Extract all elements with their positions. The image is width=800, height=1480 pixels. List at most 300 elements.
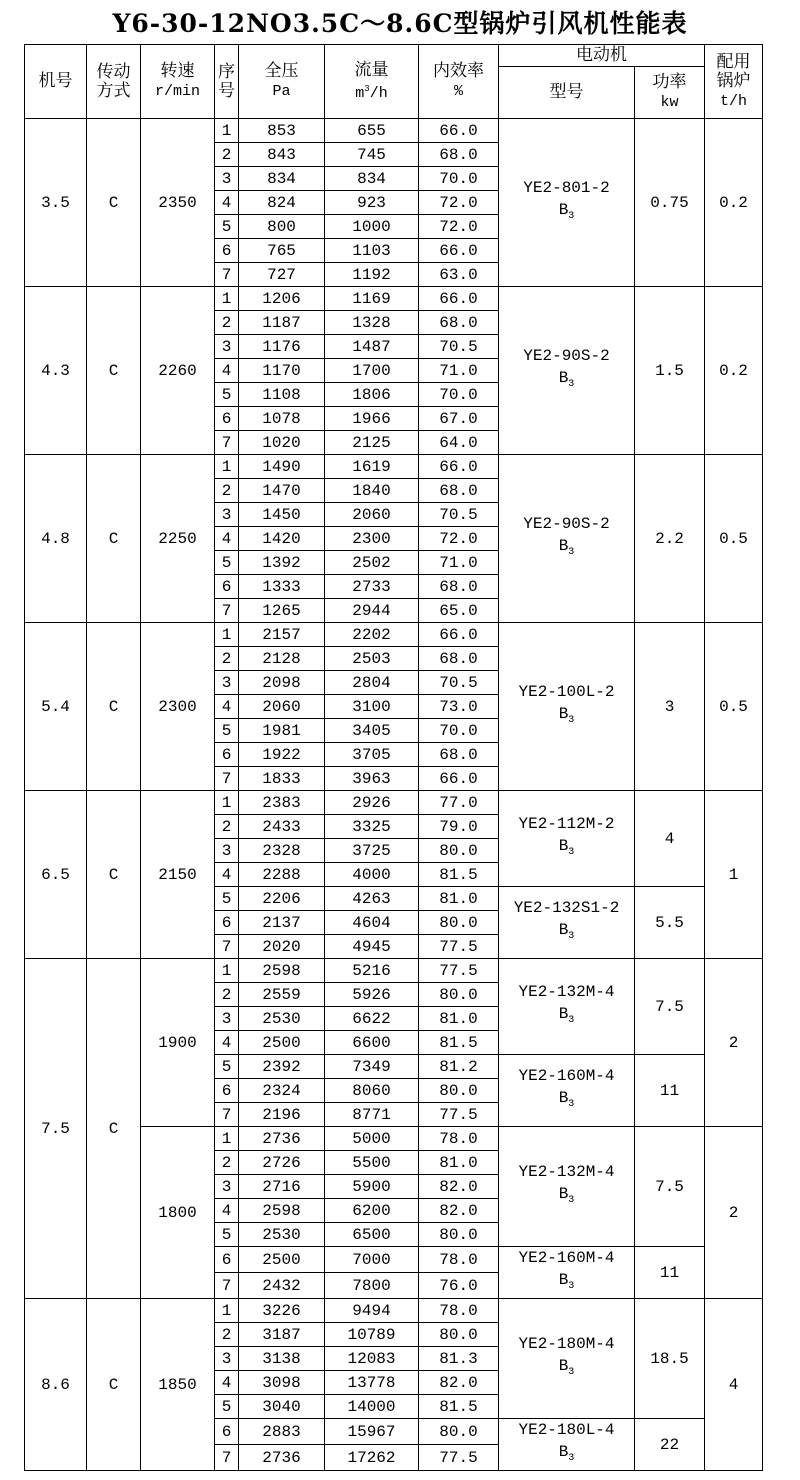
flow-cell: 2060: [325, 503, 419, 527]
motor-model-text: YE2-90S-2: [523, 514, 610, 533]
flow-cell: 1966: [325, 407, 419, 431]
pressure-cell: 2500: [239, 1247, 325, 1273]
efficiency-cell: 68.0: [419, 743, 499, 767]
flow-cell: 4000: [325, 863, 419, 887]
flow-cell: 2733: [325, 575, 419, 599]
flow-cell: 1328: [325, 311, 419, 335]
pressure-cell: 853: [239, 119, 325, 143]
pressure-cell: 2530: [239, 1223, 325, 1247]
motor-model-text: YE2-132M-4: [518, 982, 615, 1001]
speed-cell: 2150: [141, 791, 215, 959]
flow-cell: 3705: [325, 743, 419, 767]
seq-cell: 7: [215, 263, 239, 287]
motor-base-text: $B_3$: [558, 368, 575, 391]
seq-cell: 6: [215, 407, 239, 431]
flow-cell: 3725: [325, 839, 419, 863]
seq-cell: 6: [215, 1079, 239, 1103]
flow-cell: 834: [325, 167, 419, 191]
seq-cell: 5: [215, 383, 239, 407]
machine-no-cell: 4.8: [25, 455, 87, 623]
seq-cell: 2: [215, 983, 239, 1007]
motor-model-text: YE2-801-2: [523, 178, 610, 197]
header-efficiency: 内效率 %: [419, 45, 499, 119]
flow-cell: 2503: [325, 647, 419, 671]
motor-base-text: $B_3$: [558, 1271, 575, 1293]
motor-base-text: $B_3$: [558, 1004, 575, 1027]
header-flow: 流量 $m^3/h$: [325, 45, 419, 119]
pressure-cell: 2060: [239, 695, 325, 719]
efficiency-cell: 78.0: [419, 1127, 499, 1151]
flow-cell: 5926: [325, 983, 419, 1007]
flow-cell: 5500: [325, 1151, 419, 1175]
pressure-cell: 1108: [239, 383, 325, 407]
efficiency-cell: 77.5: [419, 935, 499, 959]
flow-cell: 1700: [325, 359, 419, 383]
efficiency-cell: 66.0: [419, 455, 499, 479]
drive-cell: C: [87, 287, 141, 455]
motor-model-cell: [499, 455, 635, 623]
pressure-cell: 2020: [239, 935, 325, 959]
pressure-cell: 765: [239, 239, 325, 263]
power-cell: 5.5: [635, 887, 705, 959]
flow-cell: 4604: [325, 911, 419, 935]
pressure-cell: 2433: [239, 815, 325, 839]
boiler-cell: 4: [705, 1299, 763, 1471]
flow-cell: 17262: [325, 1445, 419, 1471]
flow-cell: 6500: [325, 1223, 419, 1247]
seq-cell: 1: [215, 119, 239, 143]
efficiency-cell: 80.0: [419, 839, 499, 863]
header-machine-no: 机号: [25, 45, 87, 119]
flow-cell: 1103: [325, 239, 419, 263]
machine-no-cell: 5.4: [25, 623, 87, 791]
pressure-cell: 824: [239, 191, 325, 215]
motor-base-text: $B_3$: [558, 1184, 575, 1207]
seq-cell: 7: [215, 431, 239, 455]
pressure-cell: 3138: [239, 1347, 325, 1371]
seq-cell: 1: [215, 287, 239, 311]
flow-cell: 4263: [325, 887, 419, 911]
machine-no-cell: 3.5: [25, 119, 87, 287]
flow-cell: 14000: [325, 1395, 419, 1419]
power-cell: 11: [635, 1055, 705, 1127]
power-cell: 1.5: [635, 287, 705, 455]
pressure-cell: 1265: [239, 599, 325, 623]
table-row: [25, 287, 763, 311]
efficiency-cell: 70.5: [419, 671, 499, 695]
motor-model-text: YE2-180L-4: [518, 1421, 615, 1440]
flow-cell: 1000: [325, 215, 419, 239]
efficiency-cell: 68.0: [419, 479, 499, 503]
header-boiler: 配用 锅炉 t/h: [705, 45, 763, 119]
pressure-cell: 1392: [239, 551, 325, 575]
efficiency-cell: 78.0: [419, 1299, 499, 1323]
pressure-cell: 3098: [239, 1371, 325, 1395]
seq-cell: 7: [215, 1445, 239, 1471]
pressure-cell: 2196: [239, 1103, 325, 1127]
flow-cell: 2944: [325, 599, 419, 623]
boiler-cell: 0.2: [705, 119, 763, 287]
speed-cell: 1900: [141, 959, 215, 1127]
efficiency-cell: 78.0: [419, 1247, 499, 1273]
pressure-cell: 2716: [239, 1175, 325, 1199]
machine-no-cell: 8.6: [25, 1299, 87, 1471]
pressure-cell: 1020: [239, 431, 325, 455]
header-motor-group: 电动机: [499, 45, 705, 67]
pressure-cell: 1170: [239, 359, 325, 383]
flow-cell: 2804: [325, 671, 419, 695]
flow-cell: 12083: [325, 1347, 419, 1371]
flow-cell: 5900: [325, 1175, 419, 1199]
table-header: [25, 45, 763, 119]
flow-cell: 13778: [325, 1371, 419, 1395]
efficiency-cell: 80.0: [419, 1419, 499, 1445]
seq-cell: 1: [215, 1127, 239, 1151]
pressure-cell: 834: [239, 167, 325, 191]
flow-cell: 6622: [325, 1007, 419, 1031]
efficiency-cell: 82.0: [419, 1199, 499, 1223]
table-row: [25, 959, 763, 983]
motor-base-text: $B_3$: [558, 920, 575, 943]
motor-model-cell: [499, 287, 635, 455]
pressure-cell: 2098: [239, 671, 325, 695]
flow-cell: 2926: [325, 791, 419, 815]
efficiency-cell: 66.0: [419, 119, 499, 143]
flow-cell: 10789: [325, 1323, 419, 1347]
drive-cell: C: [87, 959, 141, 1299]
speed-cell: 2300: [141, 623, 215, 791]
header-drive: 传动 方式: [87, 45, 141, 119]
flow-cell: 1619: [325, 455, 419, 479]
pressure-cell: 2500: [239, 1031, 325, 1055]
pressure-cell: 2736: [239, 1445, 325, 1471]
flow-cell: 1840: [325, 479, 419, 503]
power-cell: 3: [635, 623, 705, 791]
pressure-cell: 1078: [239, 407, 325, 431]
flow-cell: 2125: [325, 431, 419, 455]
seq-cell: 4: [215, 863, 239, 887]
table-body: [25, 119, 763, 1471]
power-cell: 2.2: [635, 455, 705, 623]
flow-cell: 5216: [325, 959, 419, 983]
seq-cell: 5: [215, 551, 239, 575]
efficiency-cell: 82.0: [419, 1175, 499, 1199]
pressure-cell: 2598: [239, 959, 325, 983]
efficiency-cell: 77.0: [419, 791, 499, 815]
seq-cell: 5: [215, 719, 239, 743]
seq-cell: 1: [215, 959, 239, 983]
seq-cell: 6: [215, 575, 239, 599]
pressure-cell: 2383: [239, 791, 325, 815]
efficiency-cell: 81.5: [419, 863, 499, 887]
seq-cell: 6: [215, 743, 239, 767]
flow-cell: 15967: [325, 1419, 419, 1445]
flow-cell: 7800: [325, 1273, 419, 1299]
page-title: Y6-30-12NO3.5C～8.6C型锅炉引风机性能表: [112, 9, 688, 38]
speed-cell: 2250: [141, 455, 215, 623]
efficiency-cell: 81.2: [419, 1055, 499, 1079]
efficiency-cell: 72.0: [419, 215, 499, 239]
seq-cell: 6: [215, 911, 239, 935]
header-speed: 转速 r/min: [141, 45, 215, 119]
flow-cell: 3100: [325, 695, 419, 719]
seq-cell: 6: [215, 239, 239, 263]
pressure-cell: 1206: [239, 287, 325, 311]
pressure-cell: 2206: [239, 887, 325, 911]
pressure-cell: 2530: [239, 1007, 325, 1031]
efficiency-cell: 68.0: [419, 311, 499, 335]
performance-table: [24, 44, 763, 1471]
motor-model-cell: [499, 119, 635, 287]
efficiency-cell: 77.5: [419, 1103, 499, 1127]
flow-cell: 8060: [325, 1079, 419, 1103]
efficiency-cell: 71.0: [419, 359, 499, 383]
efficiency-cell: 64.0: [419, 431, 499, 455]
motor-model-text: YE2-132M-4: [518, 1162, 615, 1181]
pressure-cell: 1420: [239, 527, 325, 551]
efficiency-cell: 68.0: [419, 647, 499, 671]
flow-cell: 5000: [325, 1127, 419, 1151]
seq-cell: 4: [215, 359, 239, 383]
pressure-cell: 2328: [239, 839, 325, 863]
efficiency-cell: 77.5: [419, 1445, 499, 1471]
flow-cell: 923: [325, 191, 419, 215]
power-cell: 7.5: [635, 959, 705, 1055]
efficiency-cell: 80.0: [419, 983, 499, 1007]
pressure-cell: 2324: [239, 1079, 325, 1103]
seq-cell: 3: [215, 1007, 239, 1031]
flow-cell: 1806: [325, 383, 419, 407]
efficiency-cell: 81.0: [419, 887, 499, 911]
motor-model-text: YE2-132S1-2: [513, 898, 620, 917]
seq-cell: 3: [215, 335, 239, 359]
seq-cell: 2: [215, 815, 239, 839]
pressure-cell: 843: [239, 143, 325, 167]
pressure-cell: 1470: [239, 479, 325, 503]
seq-cell: 5: [215, 887, 239, 911]
motor-model-text: YE2-160M-4: [518, 1249, 615, 1267]
pressure-cell: 3040: [239, 1395, 325, 1419]
motor-model-cell: [499, 1299, 635, 1419]
efficiency-cell: 66.0: [419, 287, 499, 311]
flow-cell: 7000: [325, 1247, 419, 1273]
seq-cell: 3: [215, 167, 239, 191]
seq-cell: 4: [215, 1199, 239, 1223]
pressure-cell: 2157: [239, 623, 325, 647]
pressure-cell: 1490: [239, 455, 325, 479]
motor-model-text: YE2-112M-2: [518, 814, 615, 833]
motor-model-text: YE2-100L-2: [518, 682, 615, 701]
pressure-cell: 2736: [239, 1127, 325, 1151]
efficiency-cell: 68.0: [419, 143, 499, 167]
power-cell: 18.5: [635, 1299, 705, 1419]
pressure-cell: 1981: [239, 719, 325, 743]
efficiency-cell: 70.0: [419, 167, 499, 191]
efficiency-cell: 67.0: [419, 407, 499, 431]
pressure-cell: 1333: [239, 575, 325, 599]
machine-no-cell: 6.5: [25, 791, 87, 959]
efficiency-cell: 82.0: [419, 1371, 499, 1395]
efficiency-cell: 65.0: [419, 599, 499, 623]
pressure-cell: 2883: [239, 1419, 325, 1445]
pressure-cell: 1922: [239, 743, 325, 767]
boiler-cell: 0.5: [705, 623, 763, 791]
seq-cell: 2: [215, 311, 239, 335]
seq-cell: 4: [215, 527, 239, 551]
efficiency-cell: 72.0: [419, 191, 499, 215]
motor-model-cell: [499, 623, 635, 791]
efficiency-cell: 70.5: [419, 503, 499, 527]
boiler-cell: 0.2: [705, 287, 763, 455]
speed-cell: 2350: [141, 119, 215, 287]
efficiency-cell: 66.0: [419, 623, 499, 647]
boiler-cell: 2: [705, 1127, 763, 1299]
efficiency-cell: 80.0: [419, 1323, 499, 1347]
pressure-cell: 800: [239, 215, 325, 239]
efficiency-cell: 81.5: [419, 1031, 499, 1055]
flow-cell: 745: [325, 143, 419, 167]
pressure-cell: 2559: [239, 983, 325, 1007]
pressure-cell: 2288: [239, 863, 325, 887]
flow-cell: 9494: [325, 1299, 419, 1323]
power-cell: 11: [635, 1247, 705, 1299]
flow-cell: 8771: [325, 1103, 419, 1127]
machine-no-cell: 4.3: [25, 287, 87, 455]
header-power: 功率 kw: [635, 67, 705, 119]
seq-cell: 2: [215, 1323, 239, 1347]
seq-cell: 7: [215, 935, 239, 959]
seq-cell: 7: [215, 767, 239, 791]
seq-cell: 7: [215, 599, 239, 623]
seq-cell: 6: [215, 1419, 239, 1445]
efficiency-cell: 66.0: [419, 239, 499, 263]
motor-model-text: YE2-180M-4: [518, 1335, 615, 1354]
header-seq: 序 号: [215, 45, 239, 119]
efficiency-cell: 63.0: [419, 263, 499, 287]
pressure-cell: 2432: [239, 1273, 325, 1299]
flow-cell: 6200: [325, 1199, 419, 1223]
flow-cell: 7349: [325, 1055, 419, 1079]
flow-cell: 6600: [325, 1031, 419, 1055]
efficiency-cell: 68.0: [419, 575, 499, 599]
seq-cell: 5: [215, 1055, 239, 1079]
power-cell: 22: [635, 1419, 705, 1471]
motor-base-text: $B_3$: [558, 1443, 575, 1465]
motor-base-text: $B_3$: [558, 1088, 575, 1111]
seq-cell: 3: [215, 1347, 239, 1371]
flow-cell: 3405: [325, 719, 419, 743]
seq-cell: 2: [215, 647, 239, 671]
pressure-cell: 1833: [239, 767, 325, 791]
pressure-cell: 2128: [239, 647, 325, 671]
flow-cell: 2300: [325, 527, 419, 551]
seq-cell: 2: [215, 1151, 239, 1175]
motor-model-cell: [499, 887, 635, 959]
seq-cell: 3: [215, 671, 239, 695]
flow-cell: 3963: [325, 767, 419, 791]
boiler-cell: 0.5: [705, 455, 763, 623]
efficiency-cell: 70.0: [419, 719, 499, 743]
efficiency-cell: 66.0: [419, 767, 499, 791]
seq-cell: 4: [215, 1371, 239, 1395]
pressure-cell: 1187: [239, 311, 325, 335]
efficiency-cell: 77.5: [419, 959, 499, 983]
seq-cell: 2: [215, 479, 239, 503]
table-row: [25, 623, 763, 647]
header-motor-model: 型号: [499, 67, 635, 119]
motor-model-text: YE2-90S-2: [523, 346, 610, 365]
header-pressure: 全压 Pa: [239, 45, 325, 119]
motor-base-text: $B_3$: [558, 536, 575, 559]
seq-cell: 1: [215, 791, 239, 815]
seq-cell: 6: [215, 1247, 239, 1273]
drive-cell: C: [87, 623, 141, 791]
pressure-cell: 3187: [239, 1323, 325, 1347]
seq-cell: 7: [215, 1103, 239, 1127]
pressure-cell: 2392: [239, 1055, 325, 1079]
power-cell: 7.5: [635, 1127, 705, 1247]
flow-cell: 3325: [325, 815, 419, 839]
drive-cell: C: [87, 119, 141, 287]
seq-cell: 5: [215, 1395, 239, 1419]
efficiency-cell: 76.0: [419, 1273, 499, 1299]
motor-base-text: $B_3$: [558, 704, 575, 727]
motor-base-text: $B_3$: [558, 200, 575, 223]
motor-base-text: $B_3$: [558, 836, 575, 859]
efficiency-cell: 72.0: [419, 527, 499, 551]
efficiency-cell: 70.5: [419, 335, 499, 359]
flow-cell: 655: [325, 119, 419, 143]
seq-cell: 5: [215, 215, 239, 239]
pressure-cell: 2726: [239, 1151, 325, 1175]
seq-cell: 2: [215, 143, 239, 167]
seq-cell: 1: [215, 455, 239, 479]
motor-model-cell: [499, 1127, 635, 1247]
pressure-cell: 1450: [239, 503, 325, 527]
table-row: [25, 1299, 763, 1323]
drive-cell: C: [87, 791, 141, 959]
pressure-cell: 3226: [239, 1299, 325, 1323]
efficiency-cell: 81.5: [419, 1395, 499, 1419]
seq-cell: 5: [215, 1223, 239, 1247]
seq-cell: 3: [215, 839, 239, 863]
drive-cell: C: [87, 455, 141, 623]
table-row: [25, 455, 763, 479]
seq-cell: 3: [215, 1175, 239, 1199]
drive-cell: C: [87, 1299, 141, 1471]
efficiency-cell: 80.0: [419, 1223, 499, 1247]
flow-cell: 2502: [325, 551, 419, 575]
efficiency-cell: 71.0: [419, 551, 499, 575]
motor-model-cell: [499, 791, 635, 887]
pressure-cell: 2598: [239, 1199, 325, 1223]
flow-cell: 1169: [325, 287, 419, 311]
seq-cell: 4: [215, 695, 239, 719]
efficiency-cell: 79.0: [419, 815, 499, 839]
seq-cell: 4: [215, 191, 239, 215]
flow-cell: 1487: [325, 335, 419, 359]
speed-cell: 2260: [141, 287, 215, 455]
motor-model-cell: [499, 1247, 635, 1299]
efficiency-cell: 80.0: [419, 911, 499, 935]
motor-base-text: $B_3$: [558, 1357, 575, 1379]
boiler-cell: 1: [705, 791, 763, 959]
table-row: [25, 791, 763, 815]
seq-cell: 1: [215, 1299, 239, 1323]
pressure-cell: 727: [239, 263, 325, 287]
pressure-cell: 2137: [239, 911, 325, 935]
speed-cell: 1850: [141, 1299, 215, 1471]
